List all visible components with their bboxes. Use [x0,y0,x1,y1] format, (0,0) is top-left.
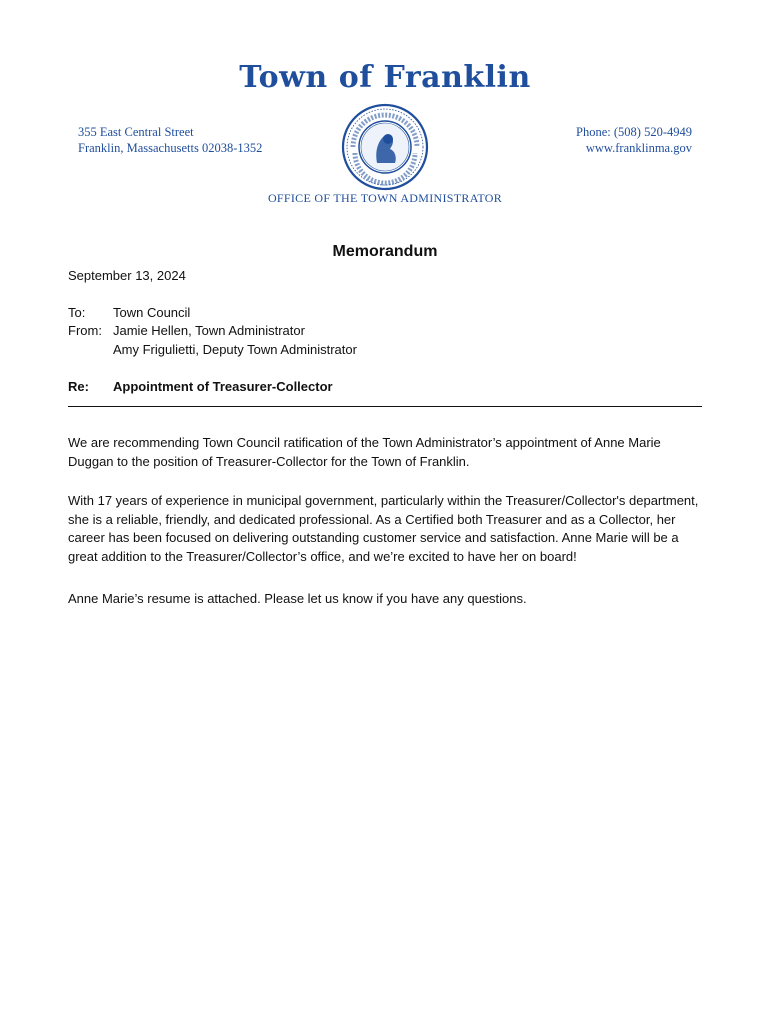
memo-heading: Memorandum [332,243,438,260]
memo-date: September 13, 2024 [68,268,186,283]
town-seal-icon [341,103,429,191]
body-paragraph-1: We are recommending Town Council ratification of the Town Administrator’s appointment of Anne Marie Duggan to the position of Treasurer-Collector for the Town of Franklin. [68,435,661,469]
to-label: To: [68,305,86,320]
re-label: Re: [68,379,89,394]
re-subject: Appointment of Treasurer-Collector [113,379,333,394]
website-link[interactable]: www.franklinma.gov [585,141,692,155]
from-sender-1: Jamie Hellen, Town Administrator [113,323,305,338]
office-subtitle: OFFICE OF THE TOWN ADMINISTRATOR [267,191,503,205]
body-paragraph-2: With 17 years of experience in municipal government, particularly within the Treasurer/Collector's department, she is a reliable, friendly, and dedicated professional. As a Certified both Treasurer and as a Collector, her career has been focused on delivering outstanding customer service and satisfaction. Anne Marie will be a great addition to the Treasurer/Collector’s office, and we’re excited to have her on board! [68,493,699,564]
address-block [78,124,262,156]
address-city: Franklin, Massachusetts 02038-1352 [78,141,263,155]
contact-block [576,124,692,156]
town-title: Town of Franklin [239,60,531,95]
phone-number: Phone: (508) 520-4949 [576,125,692,139]
from-label: From: [68,323,102,338]
from-sender-2: Amy Frigulietti, Deputy Town Administrator [113,342,357,357]
address-street: 355 East Central Street [78,125,194,139]
body-paragraph-3: Anne Marie’s resume is attached. Please let us know if you have any questions. [68,591,527,606]
divider [68,406,702,407]
to-recipient: Town Council [113,305,191,320]
